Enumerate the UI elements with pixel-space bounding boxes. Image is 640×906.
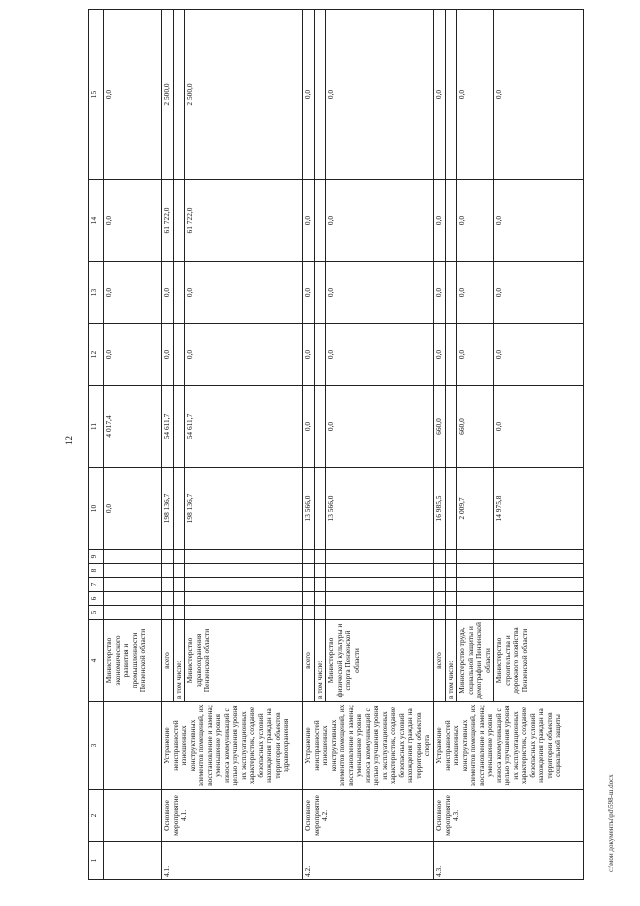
table-row bbox=[104, 10, 162, 880]
value-cell: 2 009,7 bbox=[457, 468, 494, 550]
col-header: 12 bbox=[89, 324, 104, 386]
col-header: 10 bbox=[89, 468, 104, 550]
item-number: 4.1. bbox=[162, 842, 303, 880]
total-label: всего bbox=[303, 620, 315, 702]
value-cell: 0,0 bbox=[162, 324, 174, 386]
col-header: 5 bbox=[89, 606, 104, 620]
value-cell: 14 975,8 bbox=[494, 468, 584, 550]
value-cell: 54 611,7 bbox=[162, 386, 174, 468]
total-label: всего bbox=[434, 620, 446, 702]
value-cell: 660,0 bbox=[457, 386, 494, 468]
value-cell: 0,0 bbox=[434, 10, 446, 180]
value-cell: 0,0 bbox=[104, 468, 162, 550]
value-cell: 0,0 bbox=[326, 386, 434, 468]
budget-table bbox=[88, 9, 584, 880]
event-goal: Устранение неисправностей изношенных конструктивных элементов помещений, их восстановление и замена; уменьшение уровня износа коммуникаций с целью улучшения уровня их эксплуатационных характеристик, создание безопасных условий нахождения граждан на территории объектов спорта bbox=[303, 702, 434, 790]
col-header: 1 bbox=[89, 842, 104, 880]
value-cell: 0,0 bbox=[303, 180, 315, 262]
incl-label: в том числе: bbox=[445, 620, 457, 702]
event-name: Основное мероприятие 4.2. bbox=[303, 790, 434, 842]
col-header: 7 bbox=[89, 578, 104, 592]
col-header: 4 bbox=[89, 620, 104, 702]
value-cell: 61 722,0 bbox=[162, 180, 174, 262]
item-number: 4.3. bbox=[434, 842, 584, 880]
col-header: 11 bbox=[89, 386, 104, 468]
col-header: 13 bbox=[89, 262, 104, 324]
table-row bbox=[162, 10, 174, 880]
value-cell: 13 566,0 bbox=[326, 468, 434, 550]
value-cell: 0,0 bbox=[185, 262, 303, 324]
col-header: 2 bbox=[89, 790, 104, 842]
value-cell: 0,0 bbox=[457, 324, 494, 386]
value-cell: 0,0 bbox=[457, 10, 494, 180]
col-header: 6 bbox=[89, 592, 104, 606]
incl-label: в том числе: bbox=[314, 620, 326, 702]
table-row bbox=[303, 10, 315, 880]
total-label: всего bbox=[162, 620, 174, 702]
value-cell: 0,0 bbox=[326, 324, 434, 386]
value-cell: 198 136,7 bbox=[185, 468, 303, 550]
item-number: 4.2. bbox=[303, 842, 434, 880]
value-cell: 0,0 bbox=[162, 262, 174, 324]
executor-cell: Министерство труда, социальной защиты и демографии Пензенской области bbox=[457, 620, 494, 702]
value-cell: 0,0 bbox=[104, 324, 162, 386]
value-cell: 660,0 bbox=[434, 386, 446, 468]
value-cell: 0,0 bbox=[434, 324, 446, 386]
value-cell: 0,0 bbox=[434, 262, 446, 324]
value-cell: 4 017,4 bbox=[104, 386, 162, 468]
event-name: Основное мероприятие 4.1. bbox=[162, 790, 303, 842]
value-cell: 0,0 bbox=[494, 10, 584, 180]
value-cell: 0,0 bbox=[494, 180, 584, 262]
value-cell: 0,0 bbox=[303, 386, 315, 468]
file-path-footer: c:\мои документы\pd\598-ш.docx bbox=[607, 774, 615, 872]
header-row bbox=[89, 10, 104, 880]
value-cell: 61 722,0 bbox=[185, 180, 303, 262]
executor-cell: Министерство здравоохранения Пензенской области bbox=[185, 620, 303, 702]
value-cell: 2 500,0 bbox=[162, 10, 174, 180]
value-cell: 0,0 bbox=[303, 324, 315, 386]
value-cell: 0,0 bbox=[303, 262, 315, 324]
value-cell: 0,0 bbox=[104, 262, 162, 324]
value-cell: 13 566,0 bbox=[303, 468, 315, 550]
value-cell: 0,0 bbox=[104, 10, 162, 180]
value-cell: 0,0 bbox=[494, 324, 584, 386]
table-row bbox=[434, 10, 446, 880]
value-cell: 0,0 bbox=[303, 10, 315, 180]
event-goal: Устранение неисправностей изношенных конструктивных элементов помещений, их восстановление и замена; уменьшение уровня износа коммуникаций с целью улучшения уровня их эксплуатационных характеристик, создание безопасных условий нахождения граждан на территории объектов здравоохранения bbox=[162, 702, 303, 790]
col-header: 8 bbox=[89, 564, 104, 578]
event-name: Основное мероприятие 4.3. bbox=[434, 790, 584, 842]
value-cell: 0,0 bbox=[104, 180, 162, 262]
col-header: 3 bbox=[89, 702, 104, 790]
incl-label: в том числе: bbox=[173, 620, 185, 702]
value-cell: 0,0 bbox=[185, 324, 303, 386]
value-cell: 0,0 bbox=[326, 180, 434, 262]
event-goal: Устранение неисправностей изношенных конструктивных элементов помещений, их восстановление и замена; уменьшение уровня износа коммуникаций с целью улучшения уровня их эксплуатационных характеристик, создание безопасных условий нахождения граждан на территории объектов социальной защиты bbox=[434, 702, 584, 790]
value-cell: 0,0 bbox=[494, 386, 584, 468]
value-cell: 0,0 bbox=[326, 10, 434, 180]
rotated-table-container bbox=[88, 20, 593, 880]
value-cell: 0,0 bbox=[434, 180, 446, 262]
value-cell: 198 136,7 bbox=[162, 468, 174, 550]
executor-cell: Министерство физической культуры и спорта Пензенской области bbox=[326, 620, 434, 702]
value-cell: 2 500,0 bbox=[185, 10, 303, 180]
value-cell: 0,0 bbox=[457, 180, 494, 262]
value-cell: 54 611,7 bbox=[185, 386, 303, 468]
col-header: 9 bbox=[89, 550, 104, 564]
executor-cell: Министерство экономического развития и промышленности Пензенской области bbox=[104, 620, 162, 702]
value-cell: 0,0 bbox=[326, 262, 434, 324]
value-cell: 0,0 bbox=[457, 262, 494, 324]
value-cell: 0,0 bbox=[494, 262, 584, 324]
value-cell: 16 985,5 bbox=[434, 468, 446, 550]
page-number: 12 bbox=[64, 436, 74, 445]
executor-cell: Министерство строительства и дорожного хозяйства Пензенской области bbox=[494, 620, 584, 702]
col-header: 15 bbox=[89, 10, 104, 180]
col-header: 14 bbox=[89, 180, 104, 262]
